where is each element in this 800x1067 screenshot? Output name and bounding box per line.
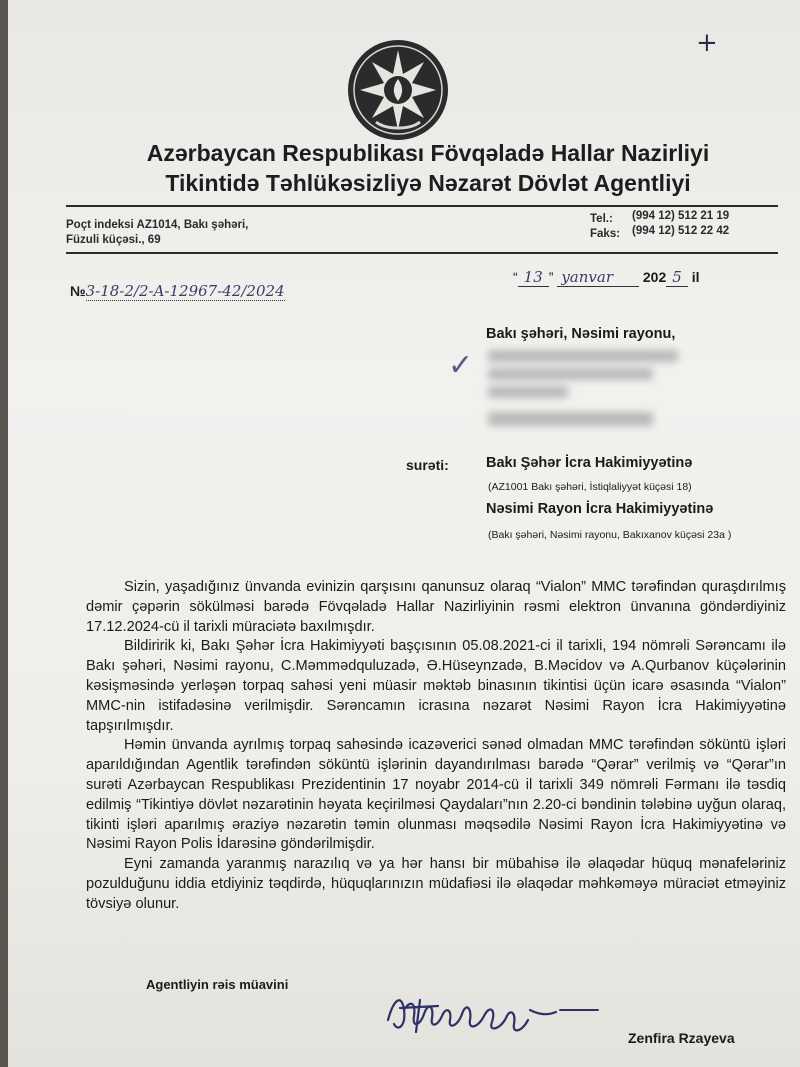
copy-recipient-1-address: (AZ1001 Bakı şəhəri, İstiqlaliyyət küçəsi 18) xyxy=(488,481,692,493)
date-year-prefix: 202 xyxy=(642,269,667,285)
registration-number xyxy=(70,282,285,300)
body-paragraph: Sizin, yaşadığınız ünvanda evinizin qarşısını qanunsuz olaraq “Vialon” MMC tərəfindən quraşdırılmış dəmir çəpərin sökülməsi barədə Fövqəladə Hallar Nazirliyinin rəsmi elektron ünvanına göndərdiyiniz 17.12.2024-cü il tarixli müraciətə baxılmışdır. xyxy=(86,579,786,635)
state-emblem-icon xyxy=(346,38,450,142)
date-year-unit: il xyxy=(691,269,700,285)
ministry-title: Azərbaycan Respublikası Fövqəladə Hallar Nazirliyi xyxy=(146,140,710,166)
date-month: yanvar xyxy=(557,268,639,287)
letter-date: “ 13 ” yanvar 202 5 il xyxy=(513,268,700,286)
agency-title: Tikintidə Təhlükəsizliyə Nəzarət Dövlət Agentliyi xyxy=(165,170,691,196)
handwritten-check-icon: ✓ xyxy=(448,348,474,383)
handwritten-plus-mark: + xyxy=(696,28,718,58)
header-divider-top xyxy=(66,205,778,207)
fax-label: Faks: xyxy=(590,228,621,240)
redacted-recipient-line-1 xyxy=(488,350,678,362)
number-sign: № xyxy=(70,283,86,299)
body-paragraph: Bildiririk ki, Bakı Şəhər İcra Hakimiyyəti başçısının 05.08.2021-ci il tarixli, 194 nömrəli Sərəncamı ilə Bakı şəhəri, Nəsimi rayonu, C.Məmmədquluzadə, Ə.Hüseynzadə, B.Məcidov və A.Qurbanov küçələrinin kəsişməsində yerləşən torpaq sahəsi yeni müasir məktəb binasının tikintisi üçün icarə əsasında “Vialon” MMC-nin istifadəsinə verilmişdir. Sərəncamın icrasına nəzarət Nəsimi Rayon İcra Hakimiyyətinə tapşırılmışdır. xyxy=(86,638,786,734)
registration-number-value: 3-18-2/2-A-12967-42/2024 xyxy=(85,282,285,300)
redacted-recipient-line-2 xyxy=(488,368,653,380)
letter-page xyxy=(8,0,800,1067)
body-paragraph: Həmin ünvanda ayrılmış torpaq sahəsində icazəverici sənəd olmadan MMC tərəfindən söküntü işləri aparıldığından Agentlik tərəfindən söküntü işlərinin dayandırılması barədə “Qərar” verilmiş və “Qərar”ın surəti Azərbaycan Respublikası Prezidentinin 17 noyabr 2014-cü il tarixli 349 nömrəli Fərmanı ilə təsdiq edilmiş “Tikintiyə dövlət nəzarətinin həyata keçirilməsi Qaydaları”nın 2.20-ci bəndinin tələbinə uyğun olaraq, tikinti işləri aparılmış əraziyə nəzarətin təmin olunması məqsədilə Nəsimi Rayon İcra Hakimiyyətinə və Nəsimi Rayon Polis İdarəsinə göndərilmişdir. xyxy=(86,737,786,853)
date-day: 13 xyxy=(518,268,549,287)
address-line-2: Füzuli küçəsi., 69 xyxy=(66,234,161,246)
tel-label: Tel.: xyxy=(590,213,613,225)
handwritten-signature-icon xyxy=(380,980,610,1050)
letter-body xyxy=(86,578,786,915)
fax-number: (994 12) 512 22 42 xyxy=(632,225,730,237)
signatory-title: Agentliyin rəis müavini xyxy=(146,977,289,992)
redacted-recipient-line-3 xyxy=(488,386,568,398)
copy-recipient-1: Bakı Şəhər İcra Hakimiyyətinə xyxy=(486,455,693,471)
recipient-city: Bakı şəhəri, Nəsimi rayonu, xyxy=(486,326,676,342)
copy-recipient-2-address: (Bakı şəhəri, Nəsimi rayonu, Bakıxanov küçəsi 23a ) xyxy=(488,529,732,541)
redacted-recipient-line-4 xyxy=(488,412,653,426)
copy-recipient-2: Nəsimi Rayon İcra Hakimiyyətinə xyxy=(486,501,714,517)
tel-number: (994 12) 512 21 19 xyxy=(632,210,730,222)
signatory-name: Zenfira Rzayeva xyxy=(628,1030,735,1046)
date-year-suffix: 5 xyxy=(666,268,688,287)
copies-label: surəti: xyxy=(406,457,449,473)
header-divider-bottom xyxy=(66,252,778,254)
body-paragraph: Eyni zamanda yaranmış narazılıq və ya hər hansı bir mübahisə ilə əlaqədar hüquq mənafeləriniz pozulduğunu iddia etdiyiniz təqdirdə, hüquqlarınızın müdafiəsi ilə əlaqədar məhkəməyə müraciət etməyiniz tövsiyə olunur. xyxy=(86,856,786,912)
address-line-1: Poçt indeksi AZ1014, Bakı şəhəri, xyxy=(66,219,249,231)
